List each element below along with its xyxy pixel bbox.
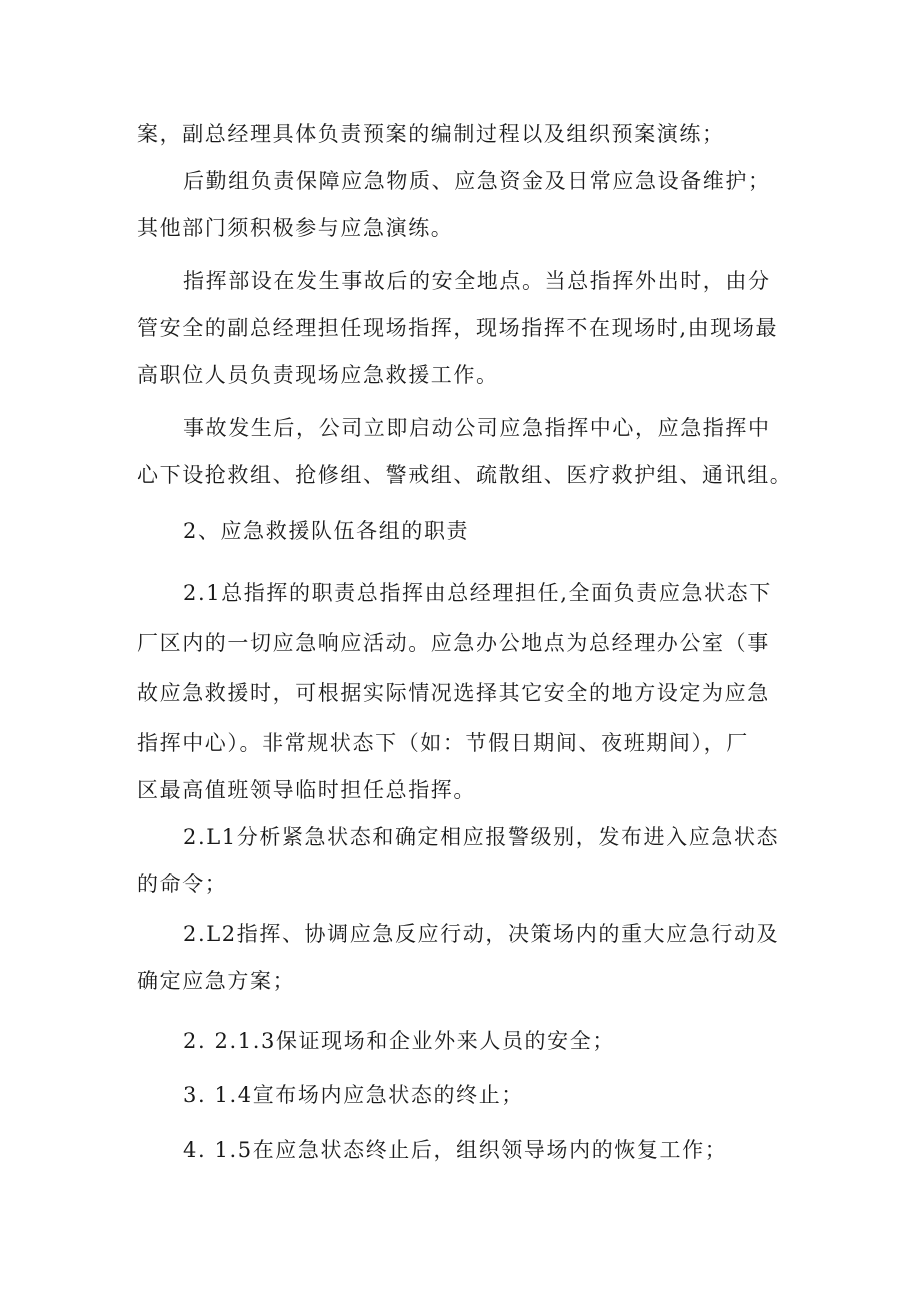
section-heading: 2、应急救援队伍各组的职责 — [183, 519, 470, 543]
text-line-12: 故应急救援时，可根据实际情况选择其它安全的地方设定为应急 — [137, 681, 770, 705]
text-line-16: 的命令； — [137, 872, 228, 896]
text-line-5: 管安全的副总经理担任现场指挥，现场指挥不在现场时,由现场最 — [137, 316, 779, 340]
text-line-10: 2.1总指挥的职责总指挥由总经理担任,全面负责应急状态下 — [183, 581, 772, 605]
text-line-14: 区最高值班领导临时担任总指挥。 — [137, 778, 476, 802]
text-line-3: 其他部门须积极参与应急演练。 — [137, 216, 454, 240]
text-line-4: 指挥部设在发生事故后的安全地点。当总指挥外出时，由分 — [183, 269, 771, 293]
list-item-2: 2. 2.1.3保证现场和企业外来人员的安全； — [183, 1029, 615, 1053]
text-line-18: 确定应急方案； — [137, 969, 296, 993]
text-line-11: 厂区内的一切应急响应活动。应急办公地点为总经理办公室（事 — [137, 631, 770, 655]
list-item-3: 3. 1.4宣布场内应急状态的终止； — [183, 1083, 524, 1107]
text-line-8: 心下设抢救组、抢修组、警戒组、疏散组、医疗救护组、通讯组。 — [137, 463, 793, 487]
text-line-7: 事故发生后，公司立即启动公司应急指挥中心，应急指挥中 — [183, 416, 771, 440]
text-line-15: 2.L1分析紧急状态和确定相应报警级别，发布进入应急状态 — [183, 825, 780, 849]
text-line-6: 高职位人员负责现场应急救援工作。 — [137, 363, 499, 387]
list-item-4: 4. 1.5在应急状态终止后，组织领导场内的恢复工作； — [183, 1138, 728, 1162]
text-line-1: 案，副总经理具体负责预案的编制过程以及组织预案演练； — [137, 122, 725, 146]
text-line-17: 2.L2指挥、协调应急反应行动，决策场内的重大应急行动及 — [183, 922, 780, 946]
text-line-13: 指挥中心）。非常规状态下（如：节假日期间、夜班期间），厂 — [137, 731, 749, 755]
text-line-2: 后勤组负责保障应急物质、应急资金及日常应急设备维护； — [183, 169, 771, 193]
